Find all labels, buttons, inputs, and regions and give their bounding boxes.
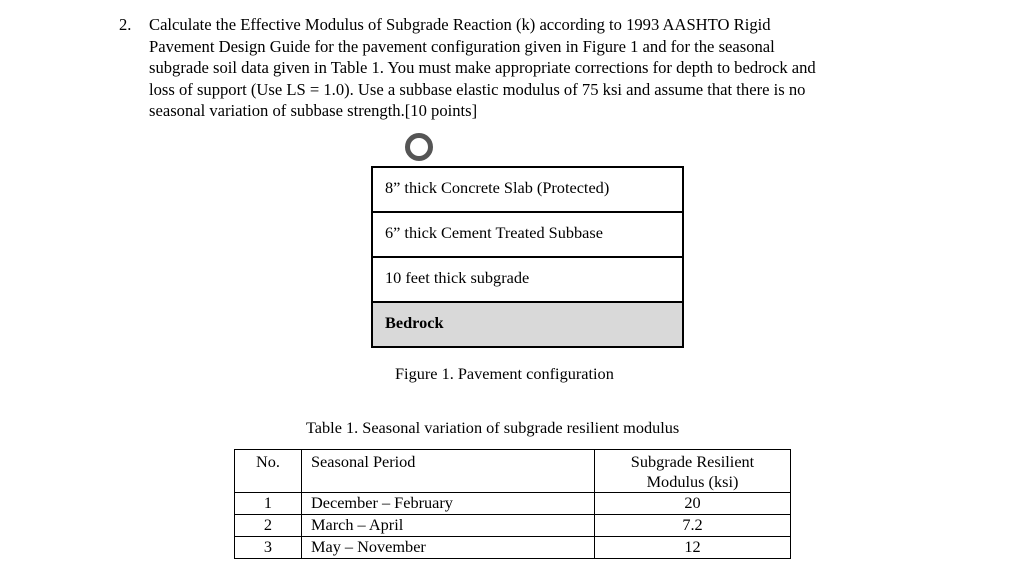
table-row: [235, 537, 791, 559]
problem-line: Calculate the Effective Modulus of Subgrade Reaction (k) according to 1993 AASHTO Rigid: [149, 15, 771, 34]
header-no: No.: [235, 450, 302, 493]
cell-modulus: 20: [595, 493, 791, 515]
layer-label: 6” thick Cement Treated Subbase: [385, 223, 603, 242]
cell-modulus: 12: [595, 537, 791, 559]
wheel-load-icon: [405, 133, 433, 161]
figure-caption: Figure 1. Pavement configuration: [395, 364, 614, 383]
layer-concrete-slab: [373, 168, 682, 213]
table-row: [235, 515, 791, 537]
problem-number: 2.: [119, 15, 132, 34]
table-header-row: [235, 450, 791, 493]
problem-line: Pavement Design Guide for the pavement configuration given in Figure 1 and for the seasonal: [149, 36, 775, 56]
table-caption: Table 1. Seasonal variation of subgrade resilient modulus: [306, 418, 680, 437]
header-modulus: [595, 450, 791, 493]
cell-period: May – November: [302, 537, 595, 559]
cell-no: 1: [235, 493, 302, 515]
problem-line: loss of support (Use LS = 1.0). Use a subbase elastic modulus of 75 ksi and assume that there is no: [149, 79, 806, 99]
layer-label: Bedrock: [385, 313, 444, 332]
layer-label: 10 feet thick subgrade: [385, 268, 530, 287]
pavement-layers: [371, 166, 684, 348]
cell-period: December – February: [302, 493, 595, 515]
layer-subbase: [373, 213, 682, 258]
header-period: Seasonal Period: [302, 450, 595, 493]
problem-line: subgrade soil data given in Table 1. You must make appropriate corrections for depth to bedrock and: [149, 58, 816, 77]
cell-modulus: 7.2: [595, 515, 791, 537]
seasonal-modulus-table: [234, 449, 791, 559]
cell-no: 3: [235, 537, 302, 559]
header-modulus-line1: Subgrade Resilient: [630, 452, 755, 471]
layer-label: 8” thick Concrete Slab (Protected): [385, 178, 610, 197]
cell-period: March – April: [302, 515, 595, 537]
layer-bedrock: [373, 303, 682, 348]
problem-text: [149, 14, 909, 122]
header-modulus-line2: Modulus (ksi): [646, 472, 739, 491]
table-row: [235, 493, 791, 515]
problem-line: seasonal variation of subbase strength.[10 points]: [149, 101, 478, 120]
layer-subgrade: [373, 258, 682, 303]
cell-no: 2: [235, 515, 302, 537]
